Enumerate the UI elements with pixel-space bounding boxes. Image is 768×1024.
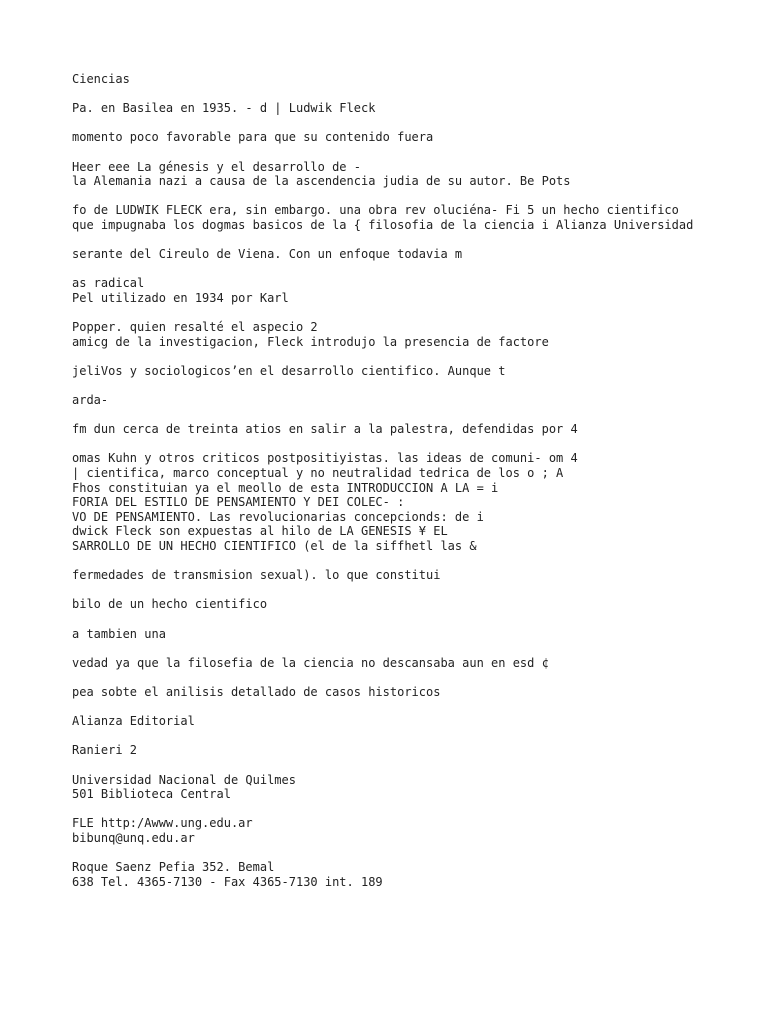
paragraph [72,597,702,612]
text-line: Ranieri 2 [72,743,138,758]
text-line: fm dun cerca de treinta atios en salir a la palestra, defendidas por 4 [72,422,578,437]
text-line: bilo de un hecho cientifico [72,597,268,612]
text-line: FORIA DEL ESTILO DE PENSAMIENTO Y DEI COLEC- : [72,495,405,510]
text-line: serante del Cireulo de Viena. Con un enfoque todavia m [72,247,463,262]
text-line: | cientifica, marco conceptual y no neutralidad tedrica de los o ; A [72,466,564,481]
paragraph [72,320,702,349]
paragraph [72,816,702,845]
paragraph [72,743,702,758]
text-line: amicg de la investigacion, Fleck introdujo la presencia de factore [72,334,549,349]
paragraph [72,627,702,642]
text-line: Pel utilizado en 1934 por Karl [72,290,289,305]
paragraph [72,773,702,802]
address-text: Roque Saenz Pefia 352. Bemal [72,860,275,875]
text-line: que impugnaba los dogmas basicos de la { filosofia de la ciencia i Alianza Universidad [72,217,694,232]
paragraph [72,656,702,671]
paragraph [72,276,702,305]
paragraph [72,101,702,116]
text-line: Pa. en Basilea en 1935. - d | Ludwik Fleck [72,101,376,116]
website-text: FLE http:/Awww.ung.edu.ar [72,816,253,831]
text-line: omas Kuhn y otros criticos postpositiyistas. las ideas de comuni- om 4 [72,451,578,466]
paragraph [72,393,702,408]
text-line: la Alemania nazi a causa de la ascendencia judia de su autor. Be Pots [72,174,571,189]
text-line: dwick Fleck son expuestas al hilo de LA GENESIS ¥ EL [72,524,448,539]
paragraph [72,72,702,87]
paragraph [72,422,702,437]
paragraph [72,364,702,379]
text-line: fo de LUDWIK FLECK era, sin embargo. una obra rev oluciéna- Fi 5 un hecho cientifico [72,203,679,218]
text-line: pea sobte el anilisis detallado de casos historicos [72,684,441,699]
email-text: bibunq@unq.edu.ar [72,830,195,845]
text-line: Fhos constituian ya el meollo de esta INTRODUCCION A LA = i [72,480,499,495]
library-name: 501 Biblioteca Central [72,787,231,802]
document-page [72,72,702,904]
text-line: SARROLLO DE UN HECHO CIENTIFICO (el de la siffhetl las & [72,539,477,553]
text-line: jeliVos y sociologicos’en el desarrollo cientifico. Aunque t [72,363,506,378]
publisher-name: Alianza Editorial [72,714,195,729]
text-line: Ciencias [72,72,130,86]
text-line: momento poco favorable para que su contenido fuera [72,130,434,145]
text-line: VO DE PENSAMIENTO. Las revolucionarias concepcionds: de i [72,509,484,524]
text-line: Popper. quien resalté el aspecio 2 [72,320,318,335]
text-line: as radical [72,276,145,291]
text-line: fermedades de transmision sexual). lo que constitui [72,568,441,583]
paragraph [72,203,702,232]
text-line: Heer eee La génesis y el desarrollo de - [72,159,361,174]
paragraph [72,130,702,145]
paragraph [72,860,702,889]
paragraph [72,714,702,729]
paragraph [72,685,702,700]
text-line: vedad ya que la filosefia de la ciencia no descansaba aun en esd ¢ [72,655,549,670]
paragraph [72,451,702,553]
paragraph [72,160,702,189]
paragraph [72,247,702,262]
phone-fax-text: 638 Tel. 4365-7130 - Fax 4365-7130 int. 189 [72,874,383,889]
institution-name: Universidad Nacional de Quilmes [72,772,296,787]
paragraph [72,568,702,583]
text-line: arda- [72,393,109,408]
text-line: a tambien una [72,626,166,641]
